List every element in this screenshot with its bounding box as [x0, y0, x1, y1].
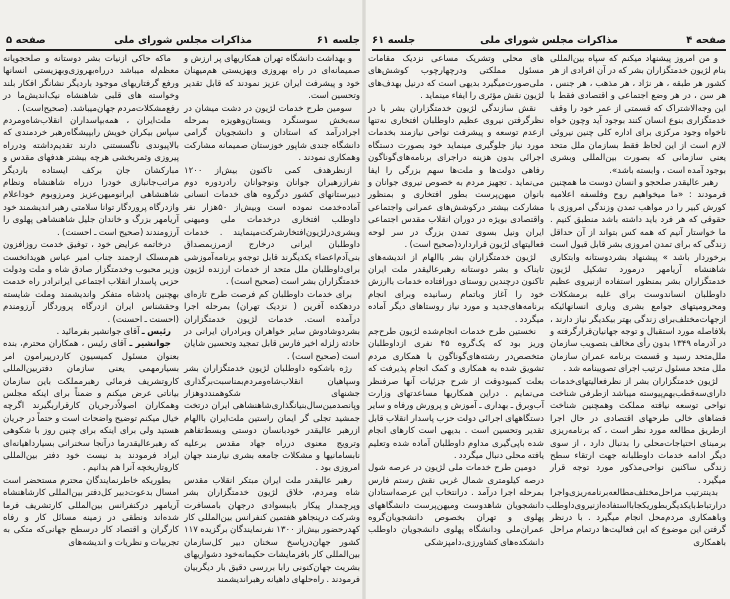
paragraph: دومین طرح خدمات ملی لژیون در عرصه شول درصه کیلومتری شمال غربی نقش رستم فارس بمرحله اجرا درآمد . درانتخاب این عرصه‌استادان دانشجویان شاهدوست ومیهن‌پرست دانشگاههای پهلوی و تهران بخصوص دانشجویان‌گروه عمران‌ملی ودانشگاه پهلوی دانشجویان داوطلب دانشکده‌های کشاورزی،دامپزشکی	[368, 463, 544, 548]
paragraph: رژه باشکوه داوطلبان لژیون خدمتگزاران بشر وسپاهیان انقلاب‌شاه‌ومردم‌بمناسبت‌برگذاری جشنهای شکوهمنددوهزار وپانصدمین‌سال‌بنیانگذاری‌شاهنشاهی ایران درتخت جمشید تجلی گر ایمان راستین ملت‌ایران باالهام ازرهبر عالیقدر خودبانسان دوستی وبسط‌تفاهم وترویج معنوی درراه جهاد مقدس برعلیه نابسامانیها و مشکلات جامعه بشری نیازمند جهان امروزی بود .	[184, 364, 360, 474]
paragraph: های محلی وتشریک مساعی نزدیک مقامات مسئول مملکتی ودرچهارچوب کوشش‌های ملی‌صورت‌میگیرد بدیهی است که درنیل بهدف‌های لژیون نقش مؤثری را ایفاء مینماید .	[368, 54, 544, 102]
paragraph-text: آقای رئیس ، همکاران محترم، بنده بعنوان مسئول کمیسیون کاردرپیرامون امر بسیارمهمی یعنی سازمان دفتربین‌المللی کاروتشریف فرمائی رهبرمملکت باین سازمان بیاناتی عرض میکنم و ضمناً برای اینکه مجلس وهمکاران اصولاًدرجریان کارقراربگیرند اگرچه خیال میکنم توضیح واضحات است و حتماً در جریان هستید ولی برای اینکه برای چنین روز با شکوهی که رهبرعالیقدرما درآنجا سخنرانی بسیارداهیانه‌ای ایراد فرمودند بد نیست خود دفتر بین‌المللی کاروتاریخچه آنرا هم بدانیم .	[3, 339, 179, 474]
paragraph: سومین طرح خدمات لژیون در دشت میشان در سه‌بخش سوسنگرد وبستان‌وهویزه بمرحله اجرادرآمد که استادان و دانشجویان گرامی دانشگاه جندی شاپور خوزستان صمیمانه مشارکت وهمکاری نمودند .	[184, 103, 360, 164]
text-column-left	[368, 53, 544, 549]
paragraph: رهبر عالیقدر صلحجو و انسان دوست ما همچنین فرمودند : «ما میخواهیم روح وفلسفه اعلامیه کورش کبیر را در مواهب تمدن وزندگی امروزی با حقوقی که هر فرد باید داشته باشد منطبق کنیم . ما خواستار آنیم که همه کس بتواند از آن حداقل زندگی که برای تمدن امروزی بشر قابل قبول است برخوردار باشد » پیشنهاد بشردوستانه وابتکاری شاهنشاه آریامهر درمورد تشکیل لژیون خدمتگزاران بشر بمنظور استفاده ازنیروی عظیم داوطلبان انساندوست برای غلبه برمشکلات ومحرومیتهای جوامع بشری ویاری انسانهائیکه ازجهات‌مختلف‌برای زندگی بهتر بیکدیگر نیاز دارند ، بلافاصله مورد استقبال و توجه جهانیان‌قرارگرفته و در آذرماه ۱۳۴۹ بدون رأی مخالف بتصویب سازمان ملل‌متحد رسید و قسمت برنامه عمران سازمان ملل متحد مسئول ترتیب اجرای تصویبنامه شد .	[550, 178, 727, 375]
paragraph: نقش سازندگی لژیون خدمتگزاران بشر با در نظرگرفتن نیروی عظیم داوطلبان افتخاری نه‌تنها ازعدم توسعه و پیشرفت نواحی نیازمند بخدمات مورد نیاز جلوگیری مینماید خود بصورت دستگاه اجرائی بدون هزینه دراجرای برنامه‌های‌گوناگون رفاهی دولت‌ها و ملت‌ها سهم بزرگی را ایفا می‌نماید . تجهیز مردم به خصوص نیروی جوانان و بانوان میهن‌پرست بطور افتخاری و بمنظور مشارکت بیشتر درکوشش‌های عمرانی واجتماعی واقتصادی بویژه در دوران انقلاب مقدس اجتماعی ایران ونیل بسوی تمدن بزرگ در سر لوحه فعالیتهای لژیون قراردارد(صحیح است) .	[368, 103, 544, 251]
paragraph: لژیون خدمتگزاران بشر باالهام از اندیشه‌های تابناک و بشر دوستانه رهبرعالیقدر ملت ایران تاکنون درچندین روستای دورافتاده خدمات باارزش خود را آغاز وباتمام رسانیده وبرای انجام برنامه‌های‌جدید و مورد نیاز روستاهای دیگر آماده میگردد .	[368, 252, 544, 325]
paragraph: نخستین طرح خدمات انجام‌شده لژیون طرح‌جم وریز بود که یک‌گروه ۴۵ نفری ازداوطلبان متخصص‌در رشته‌های‌گوناگون با همکاری مردم تشویق شده به همکاری و کمک انجام پذیرفت که بعلت کمبودوقت از شرح جزئیات آنها صرفنظر می‌نمایم . دراین همکاریها مساعدتهای وزارت آب‌وبرق ـ بهداری ـ آموزش و پرورش ورفاه و سایر دستگاههای اجرائی دولت حزب پاسدار انقلاب قابل تقدیر وتحسین است . بدیهی است کارهای انجام شده باپی‌گیری مداوم داوطلبان آماده شده وتعلیم یافته محلی دنبال میگردد .	[368, 326, 544, 461]
text-column-right	[545, 53, 727, 549]
page-number: صفحه ۵	[6, 35, 46, 46]
header-rule	[372, 49, 726, 51]
paragraph: بدینترتیب مراحل‌مختلف‌مطالعه‌برنامه‌ریزی‌واجرا درارتباط‌بایکدیگر‌بطور‌یکجاباا‌ستفاده‌ازنیروی‌داوطلب وباهمکاری مردم‌محل انجام میگیرد . با درنظر گرفتن این موضوع که این فعالیت‌ها درتمام مراحل باهمکاری	[545, 488, 726, 548]
speech-paragraph	[3, 326, 179, 338]
paragraph	[3, 115, 179, 239]
speech-paragraph	[3, 338, 179, 474]
paragraph-text: ماکه حاکی ازنیات بشر دوستانه و صلحجویانه معظم‌له میباشد درراه‌بهروزی‌وبهزیستی انسانها ورفع گرفتاریهای موجود باردیگر نشانگر افکار بلند وخواسته های قلبی شاهنشاه نیک‌اندیش‌ما در رفع‌مشکلات‌مردم جهان‌میباشد. (صحیح‌است) .	[3, 54, 179, 114]
paragraph: و من امروز پیشنهاد میکنم که سپاه بین‌المللی بنام لژیون خدمتگزاران بشر که در آن افرادی از هر کشور هر طبقه ، هر نژاد ، هر مذهب ، هر جنس ، هر سن ، در هر وضع اجتماعی و اقتصادی فقط با این وجه‌الاشتراک که قسمتی از عمر خود را وقف خدمتگزاری بنوع انسان کنند بوجود آید وچون خواه ناخواه وجود مرکزی برای اداره کلی چنین نیروئی لازم است از این لحاظ فقط بسازمان ملل متحد یعنی سازمانی که بصورت بین‌المللی وبشری بوجود آمده است ، وابسته باشد».	[550, 54, 726, 176]
publication-title: مذاکرات مجلس شورای ملی	[480, 35, 618, 46]
paragraph: و بهداشت دانشگاه تهران همکاریهای پر ارزش و صمیمانه‌ای در راه بهروزی وبهزیستی هم‌میهنان خود و پیشرفت ایران عزیز نمودند که قابل تقدیر وتحسین است.	[184, 54, 360, 102]
speaker-name: رئیس ـ	[141, 326, 171, 337]
left-page	[0, 0, 364, 599]
publication-title: مذاکرات مجلس شورای ملی	[114, 35, 252, 46]
session-number: جلسه ۶۱	[372, 35, 416, 46]
paragraph: ازنظرهدف کمی تاکنون بیش‌از ۱۲۰۰ نفرازرهبران جوانان ونوجوانان رادردوره دوم دبیرستانهای کشور درگروه های خدمات انسانی آماده‌خدمت نموده است وبیش‌از ۵۰هزار نفر داوطلب افتخاری درخدمات ملی ومیهنی وبشری‌درلژیون‌افتخار‌شرکت‌مینمایند . خدمات داوطلبان ایرانی درخارج ازمرزبمصداق بنی‌آدم‌اعضاء یکدیگرند قابل توجه‌و برنامه‌آموزشی برای‌داوطلبان ملل متحد از خدمات ارزنده لژیون خدمتگزاران بشر است (صحیح است) .	[184, 165, 361, 288]
page-header	[372, 35, 726, 49]
paragraph	[3, 239, 179, 326]
paragraph	[3, 53, 179, 115]
header-rule	[6, 49, 360, 51]
paragraph	[3, 475, 179, 549]
paragraph: رهبر عالیقدر ملت ایران مبتکر انقلاب مقدس شاه ومردم، خلاق لژیون خدمتگزاران بشر وپرچمدار پیکار باببسوادی درجهان بامسافرت وشرکت درپنجاهو هفتمین کنفرانس بین‌المللی کار کهدرحضور بیش‌از ۱۳۰۰ نفرنمایندگان برگزیده ۱۱۷ کشور جهان‌درپاسخ سخنان دبیر کل‌سازمان بین‌المللی کار بافرمایشات حکیمانه‌خود دشوار‌یهای بشریت جهان‌کنونی رابا بررسی دقیق بار دیگربیان فرمودند . راه‌حلهای داهیانه رهبراندیشمند	[184, 475, 361, 586]
paragraph-text: آقای جوانشیر بفرمائید .	[56, 326, 142, 337]
text-column-right	[184, 53, 360, 586]
page-number: صفحه ۴	[686, 35, 726, 46]
paragraph: برای خدمات داوطلبان کم فرصت طرح تازه‌ای دردهکده آفرین ( نزدیک تهران) بمرحله اجرا درآمده است. خدمات لژیون خدمتگزاران بشردوشادوش سایر خواهران وبرادران ایرانی در حادثه زلزله اخیر فارس قابل تمجید وتحسین شایان است (صحیح است) .	[184, 289, 360, 362]
right-page	[366, 0, 730, 599]
paragraph-text: درخاتمه عرایض خود ، توفیق خدمت روزافزون هم‌مسلک ارجمند جناب امیر عباس هویدانخست وزیر محبوب وخدمتگزار صادق شاه و ملت ودولت حزبی پاسدار انقلاب اجتماعی ایرانرادر راه خدمت بهچنین پادشاه متفکر واندیشمند وملت شایسته وحقشناس ایران ازدرگاه پروردگار آرزومندم (احسنت ـ احسنت) .	[3, 240, 179, 325]
paragraph-text: ملت‌ایران ، همه‌بپاسداران انقلاب‌شاه‌ومردم سپاس بیکران خویش رابپیشگاه‌رهبر خردمندی که بالاپیوندی ناگسستنی دارند تقدیم‌داشته ودرراه پیروزی وثمربخشی هرچه بیشتر هدفهای مقدس و مبارکشان جان برکف ایستاده باردیگر مراتب‌جانبازی خودرا درراه شاهنشاه ونظام شاهنشاهی ایرانومیهن‌عزیز ومرزوبوم خوداعلام وازدرگاه پروردگار توانا سلامتی رهبر اندیشمند خود آریامهر بزرگ و خاندان جلیل شاهنشاهی پهلوی را آرزومندند (صحیح است ـ احسنت) .	[3, 116, 179, 238]
page-header	[6, 35, 360, 49]
session-number: جلسه ۶۱	[316, 35, 360, 46]
paragraph-text: بطوریکه خاطرنمایندگان محترم مستحضر است امسال بدعوت‌دبیر کل‌دفتر بین‌المللی کارشاهنشاه آریامهر درکنفرانس بین‌المللی کارتشریف فرما شده‌اند ونطقی در زمینه مسائل کار و رفاه کارگران و اقتصاد کار درسطح جهانی‌که متکی به تجربیات و نظریات و اندیشه‌های	[3, 475, 179, 548]
paragraph: لژیون خدمتگزاران بشر از نظرفعالیتهای‌خدمات دارای‌سه‌قطب‌بهم‌پیوسته میباشد ازطرفی شناخت نواحی توسعه نیافته مملکت وهمچنین شناخت فضاهای خالی طرحهای اقتصادی در حال اجرا ازطریق مطالعه مورد نظر است ، که برنامه‌ریزی برمبنای احتیاجات‌محلی را بدنبال دارد ، از سوی دیگر ادامه خدمات داوطلبانه جهت ارتقاء سطح زندگی ساکنین نواحی‌مذکور مورد توجه قرار میگیرد .	[550, 376, 726, 486]
text-column-left	[3, 53, 179, 549]
speaker-name: جوانشیر ـ	[129, 339, 171, 350]
